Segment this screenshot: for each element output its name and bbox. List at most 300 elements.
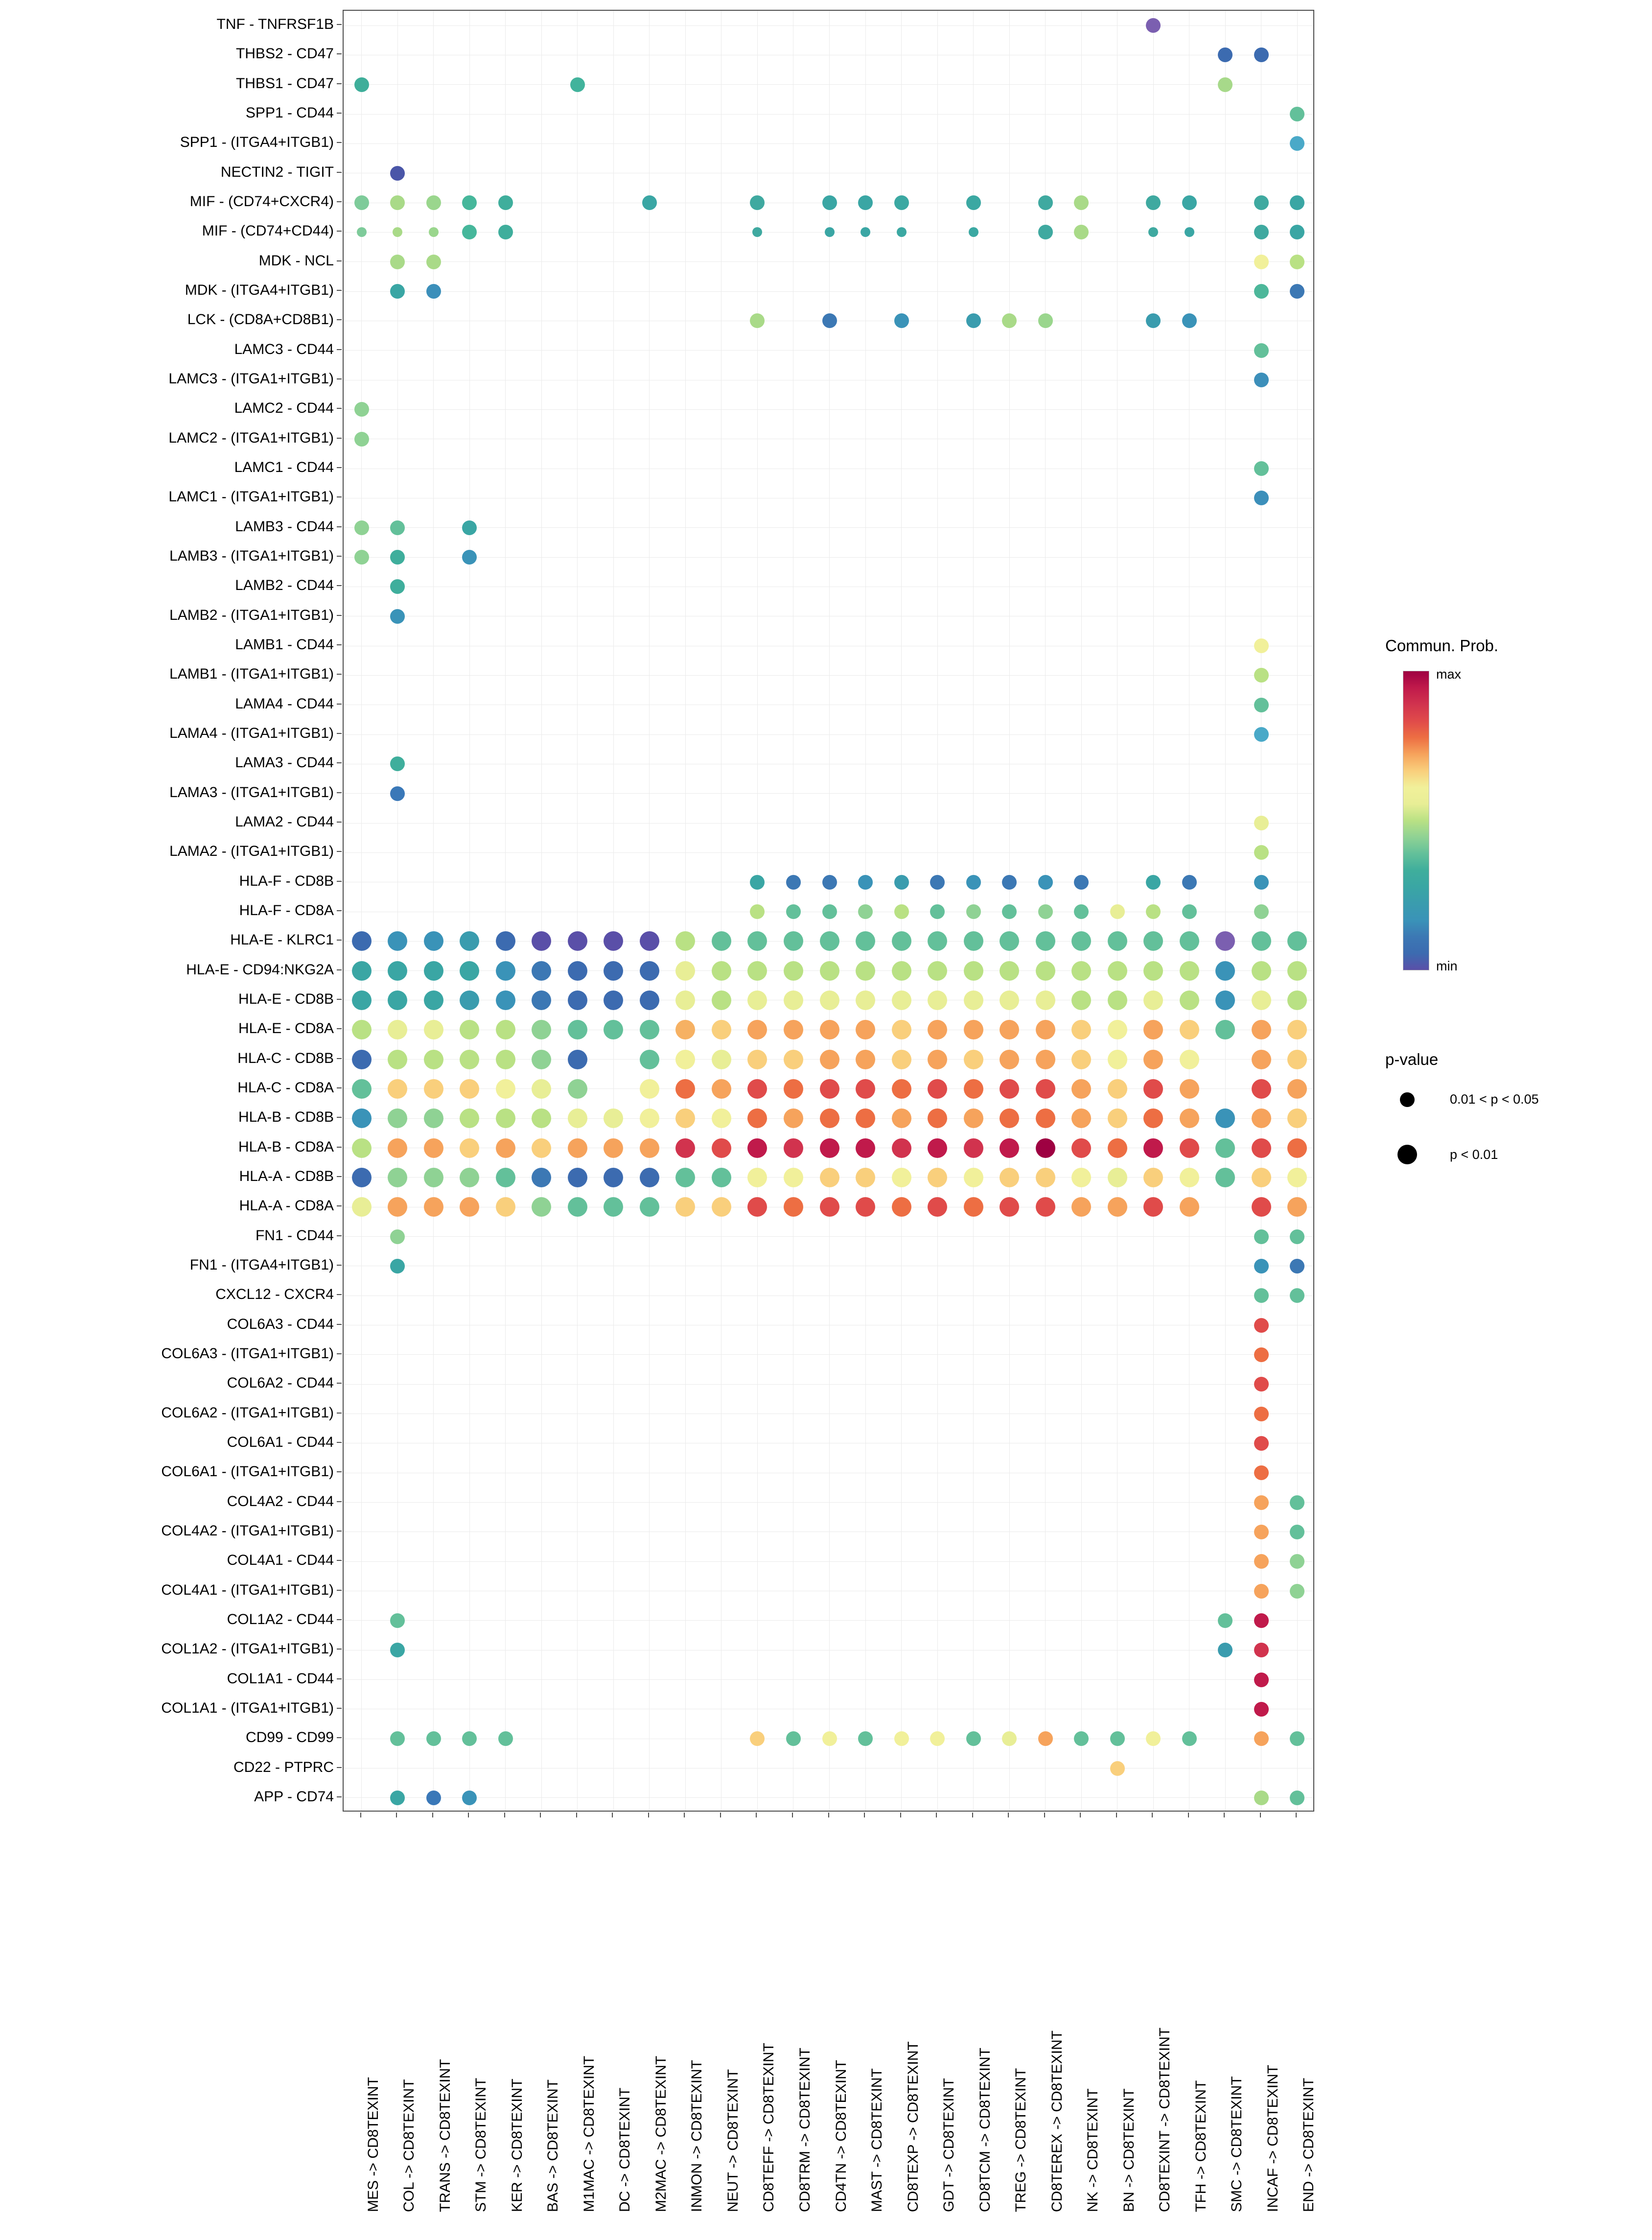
- bubble-point: [675, 1108, 695, 1128]
- bubble-point: [1074, 195, 1089, 210]
- bubble-point: [1254, 1259, 1269, 1273]
- commun-prob-colorbar: [1403, 671, 1429, 970]
- bubble-point: [1180, 1050, 1199, 1069]
- y-axis-tick: [337, 1649, 342, 1650]
- bubble-point: [568, 961, 587, 981]
- bubble-point: [820, 1138, 839, 1158]
- y-axis-tick: [337, 999, 342, 1000]
- bubble-point: [1002, 313, 1017, 328]
- bubble-point: [1038, 904, 1053, 919]
- bubble-point: [784, 961, 803, 981]
- bubble-point: [1252, 1168, 1271, 1187]
- bubble-point: [462, 550, 477, 565]
- bubble-point: [1036, 1108, 1055, 1128]
- bubble-point: [532, 1197, 551, 1217]
- bubble-point: [1180, 1020, 1199, 1039]
- x-axis-tick-label: M1MAC -> CD8TEXINT: [581, 2055, 597, 2212]
- pvalue-legend-items: [1385, 1092, 1652, 1200]
- bubble-point: [1074, 904, 1089, 919]
- bubble-point: [1110, 1761, 1125, 1776]
- bubble-point: [424, 931, 443, 951]
- bubble-point: [892, 1138, 911, 1158]
- bubble-point: [1108, 1079, 1127, 1099]
- x-axis-tick-label: MES -> CD8TEXINT: [365, 2077, 381, 2212]
- x-axis-tick-label: STM -> CD8TEXINT: [473, 2077, 489, 2212]
- bubble-point: [747, 1020, 767, 1039]
- bubble-point: [1252, 1079, 1271, 1099]
- y-axis-tick-label: MDK - (ITGA4+ITGB1): [185, 282, 334, 299]
- bubble-point: [1000, 931, 1019, 951]
- bubble-point: [822, 875, 837, 890]
- bubble-point: [352, 1050, 372, 1069]
- bubble-point: [858, 875, 873, 890]
- y-axis-tick: [337, 615, 342, 616]
- y-axis-tick: [337, 969, 342, 970]
- bubble-point: [429, 227, 439, 237]
- y-axis-tick-label: COL4A2 - (ITGA1+ITGB1): [161, 1522, 334, 1539]
- bubble-point: [1143, 1020, 1163, 1039]
- bubble-point: [1252, 1138, 1271, 1158]
- bubble-point: [390, 756, 405, 771]
- bubble-point: [1071, 1138, 1091, 1158]
- bubble-point: [1036, 1050, 1055, 1069]
- y-axis-tick: [337, 1324, 342, 1325]
- bubble-point: [892, 990, 911, 1010]
- plot-panel: [343, 10, 1314, 1812]
- bubble-point: [820, 1168, 839, 1187]
- x-axis-tick: [756, 1813, 757, 1817]
- bubble-point: [784, 1050, 803, 1069]
- bubble-point: [640, 1108, 659, 1128]
- bubble-point: [856, 961, 875, 981]
- pvalue-legend-dot-holder: [1385, 1145, 1429, 1164]
- grid-line-horizontal: [344, 823, 1313, 824]
- bubble-point: [1146, 904, 1161, 919]
- bubble-point: [856, 1168, 875, 1187]
- bubble-point: [1254, 1791, 1269, 1805]
- x-axis-tick: [540, 1813, 541, 1817]
- x-axis-tick: [684, 1813, 685, 1817]
- bubble-point: [820, 1197, 839, 1217]
- y-axis-tick-label: LAMB1 - (ITGA1+ITGB1): [169, 666, 334, 683]
- bubble-point: [1071, 1050, 1091, 1069]
- colorbar-title: Commun. Prob.: [1385, 637, 1499, 655]
- bubble-point: [712, 1020, 731, 1039]
- bubble-point: [388, 1197, 407, 1217]
- bubble-point: [822, 195, 837, 210]
- bubble-point: [712, 961, 731, 981]
- y-axis-tick-label: COL1A1 - (ITGA1+ITGB1): [161, 1699, 334, 1716]
- pvalue-legend-dot-holder: [1385, 1092, 1429, 1107]
- bubble-point: [1108, 1050, 1127, 1069]
- bubble-point: [1254, 904, 1269, 919]
- bubble-point: [928, 1079, 947, 1099]
- bubble-point: [675, 961, 695, 981]
- grid-line-horizontal: [344, 675, 1313, 676]
- y-axis-tick-label: HLA-A - CD8B: [239, 1168, 334, 1184]
- bubble-point: [1215, 1168, 1235, 1187]
- bubble-point: [966, 904, 981, 919]
- bubble-point: [640, 1079, 659, 1099]
- bubble-point: [892, 1020, 911, 1039]
- bubble-point: [390, 1791, 405, 1805]
- y-axis-tick: [337, 1531, 342, 1532]
- y-axis-tick: [337, 1265, 342, 1266]
- bubble-point: [1254, 225, 1269, 239]
- bubble-point: [894, 313, 909, 328]
- grid-line-horizontal: [344, 1354, 1313, 1355]
- grid-line-horizontal: [344, 1384, 1313, 1385]
- grid-line-vertical: [1225, 11, 1226, 1811]
- bubble-point: [1290, 284, 1304, 299]
- y-axis-tick-label: COL4A1 - (ITGA1+ITGB1): [161, 1581, 334, 1598]
- bubble-point: [1074, 875, 1089, 890]
- bubble-point: [498, 195, 513, 210]
- bubble-point: [1143, 1138, 1163, 1158]
- x-axis-tick: [900, 1813, 901, 1817]
- grid-line-vertical: [541, 11, 542, 1811]
- y-axis-tick-label: NECTIN2 - TIGIT: [220, 164, 334, 180]
- bubble-point: [1287, 1197, 1307, 1217]
- bubble-point: [640, 1050, 659, 1069]
- bubble-point: [1036, 1138, 1055, 1158]
- x-axis-tick: [1296, 1813, 1297, 1817]
- bubble-point: [1110, 1731, 1125, 1746]
- y-axis-tick-label: MDK - NCL: [258, 252, 334, 269]
- bubble-point: [1254, 1495, 1269, 1510]
- bubble-point: [1290, 1495, 1304, 1510]
- bubble-point: [352, 1168, 372, 1187]
- bubble-point: [352, 1108, 372, 1128]
- bubble-point: [1215, 961, 1235, 981]
- bubble-point: [390, 786, 405, 801]
- y-axis-tick: [337, 556, 342, 557]
- bubble-point: [928, 1108, 947, 1128]
- bubble-point: [930, 1731, 945, 1746]
- bubble-point: [750, 904, 765, 919]
- bubble-point: [640, 1197, 659, 1217]
- bubble-point: [1254, 1407, 1269, 1421]
- bubble-point: [747, 1108, 767, 1128]
- bubble-point: [1180, 1168, 1199, 1187]
- bubble-point: [1038, 313, 1053, 328]
- bubble-point: [354, 77, 369, 92]
- bubble-point: [820, 961, 839, 981]
- y-axis-tick: [337, 1767, 342, 1768]
- bubble-point: [784, 990, 803, 1010]
- grid-line-horizontal: [344, 291, 1313, 292]
- bubble-point: [568, 990, 587, 1010]
- bubble-point: [1254, 1347, 1269, 1362]
- y-axis-tick-label: TNF - TNFRSF1B: [216, 16, 334, 33]
- bubble-point: [496, 961, 515, 981]
- y-axis-tick: [337, 733, 342, 734]
- bubble-point: [393, 227, 402, 237]
- bubble-point: [1143, 990, 1163, 1010]
- y-axis-tick-label: LAMB2 - CD44: [235, 577, 334, 594]
- x-axis-tick-label: BN -> CD8TEXINT: [1120, 2088, 1137, 2212]
- bubble-point: [861, 227, 870, 237]
- bubble-point: [390, 1229, 405, 1244]
- y-axis-tick: [337, 1087, 342, 1088]
- bubble-point: [1252, 961, 1271, 981]
- x-axis-tick-label: CD4TN -> CD8TEXINT: [833, 2060, 849, 2212]
- bubble-point: [1254, 698, 1269, 712]
- bubble-point: [424, 1168, 443, 1187]
- pvalue-legend-title: p-value: [1385, 1050, 1439, 1068]
- y-axis-tick-label: HLA-E - CD8A: [238, 1020, 334, 1037]
- bubble-point: [712, 1197, 731, 1217]
- bubble-point: [390, 195, 405, 210]
- bubble-point: [1182, 875, 1197, 890]
- bubble-point: [856, 1020, 875, 1039]
- bubble-point: [1000, 1197, 1019, 1217]
- y-axis-tick: [337, 1737, 342, 1738]
- bubble-point: [532, 1168, 551, 1187]
- y-axis-tick-label: COL4A2 - CD44: [227, 1493, 334, 1509]
- bubble-point: [892, 1168, 911, 1187]
- y-axis-tick-label: HLA-B - CD8B: [238, 1109, 334, 1126]
- bubble-point: [784, 1020, 803, 1039]
- legend-area: [1385, 0, 1652, 1802]
- x-axis-tick: [792, 1813, 793, 1817]
- y-axis-tick: [337, 1619, 342, 1620]
- bubble-point: [1182, 313, 1197, 328]
- x-axis-tick-label: NEUT -> CD8TEXINT: [724, 2069, 741, 2212]
- bubble-point: [496, 1138, 515, 1158]
- bubble-point: [1290, 1229, 1304, 1244]
- y-axis-tick-label: LAMB2 - (ITGA1+ITGB1): [169, 607, 334, 623]
- bubble-point: [856, 1079, 875, 1099]
- bubble-point: [390, 550, 405, 565]
- bubble-point: [352, 961, 372, 981]
- grid-line-vertical: [361, 11, 362, 1811]
- grid-line-horizontal: [344, 409, 1313, 410]
- bubble-point: [928, 1050, 947, 1069]
- bubble-point: [1071, 1197, 1091, 1217]
- bubble-point: [750, 195, 765, 210]
- bubble-point: [568, 1079, 587, 1099]
- y-axis-tick-label: HLA-B - CD8A: [238, 1138, 334, 1155]
- x-axis-tick: [864, 1813, 865, 1817]
- bubble-point: [856, 1138, 875, 1158]
- x-axis-tick: [1224, 1813, 1225, 1817]
- y-axis-tick: [337, 881, 342, 882]
- bubble-point: [532, 1108, 551, 1128]
- bubble-point: [892, 1050, 911, 1069]
- bubble-point: [532, 1079, 551, 1099]
- bubble-point: [1180, 1079, 1199, 1099]
- bubble-point: [964, 990, 983, 1010]
- bubble-point: [388, 990, 407, 1010]
- y-axis-tick: [337, 1442, 342, 1443]
- bubble-point: [354, 195, 369, 210]
- bubble-point: [1254, 1554, 1269, 1569]
- bubble-point: [1287, 1050, 1307, 1069]
- bubble-point: [568, 1050, 587, 1069]
- bubble-point: [604, 1020, 623, 1039]
- bubble-point: [424, 1079, 443, 1099]
- bubble-point: [460, 1197, 479, 1217]
- bubble-point: [1000, 1138, 1019, 1158]
- bubble-point: [1180, 961, 1199, 981]
- bubble-point: [1143, 931, 1163, 951]
- bubble-point: [747, 1138, 767, 1158]
- bubble-point: [532, 1020, 551, 1039]
- x-axis-tick-label: MAST -> CD8TEXINT: [869, 2068, 885, 2212]
- bubble-point: [712, 1079, 731, 1099]
- bubble-point: [1254, 1673, 1269, 1687]
- bubble-point: [1254, 1377, 1269, 1391]
- bubble-point: [1036, 1020, 1055, 1039]
- bubble-point: [1143, 1168, 1163, 1187]
- grid-line-horizontal: [344, 1236, 1313, 1237]
- x-axis-tick: [432, 1813, 433, 1817]
- bubble-point: [750, 875, 765, 890]
- y-axis-tick: [337, 762, 342, 763]
- bubble-point: [675, 1138, 695, 1158]
- bubble-point: [1146, 313, 1161, 328]
- bubble-point: [1146, 1731, 1161, 1746]
- y-axis-tick: [337, 1294, 342, 1295]
- bubble-point: [786, 904, 801, 919]
- bubble-point: [675, 1020, 695, 1039]
- y-axis-tick-label: LAMB3 - CD44: [235, 518, 334, 535]
- y-axis-tick: [337, 1501, 342, 1502]
- bubble-point: [1000, 1020, 1019, 1039]
- bubble-point: [930, 904, 945, 919]
- grid-line-vertical: [505, 11, 506, 1811]
- bubble-point: [747, 990, 767, 1010]
- bubble-point: [426, 1791, 441, 1805]
- bubble-point: [784, 1108, 803, 1128]
- bubble-point: [892, 961, 911, 981]
- bubble-point: [1000, 1108, 1019, 1128]
- bubble-point: [1254, 1613, 1269, 1628]
- bubble-point: [1254, 1525, 1269, 1539]
- bubble-point: [532, 931, 551, 951]
- bubble-point: [1254, 845, 1269, 860]
- bubble-point: [640, 990, 659, 1010]
- bubble-point: [894, 875, 909, 890]
- bubble-point: [1000, 1050, 1019, 1069]
- bubble-point: [964, 1197, 983, 1217]
- x-axis-tick: [576, 1813, 577, 1817]
- bubble-point: [964, 1050, 983, 1069]
- x-axis-tick-label: CD8TEXP -> CD8TEXINT: [905, 2041, 921, 2212]
- x-axis-tick-label: GDT -> CD8TEXINT: [941, 2078, 957, 2212]
- bubble-point: [1071, 931, 1091, 951]
- x-axis-tick: [504, 1813, 505, 1817]
- y-axis-tick: [337, 408, 342, 409]
- bubble-point: [1290, 195, 1304, 210]
- bubble-point: [1218, 77, 1233, 92]
- y-axis-tick: [337, 585, 342, 586]
- bubble-point: [1252, 1050, 1271, 1069]
- y-axis-tick-label: SPP1 - CD44: [245, 105, 334, 121]
- bubble-point: [1071, 1168, 1091, 1187]
- bubble-point: [1254, 47, 1269, 62]
- bubble-point: [496, 1020, 515, 1039]
- bubble-point: [1036, 931, 1055, 951]
- grid-line-horizontal: [344, 1502, 1313, 1503]
- bubble-point: [1252, 990, 1271, 1010]
- y-axis-tick-label: MIF - (CD74+CXCR4): [189, 193, 334, 210]
- x-axis-tick-label: KER -> CD8TEXINT: [509, 2078, 525, 2212]
- bubble-point: [462, 1791, 477, 1805]
- bubble-point: [1218, 47, 1233, 62]
- bubble-point: [892, 1079, 911, 1099]
- bubble-point: [820, 1020, 839, 1039]
- bubble-point: [604, 1138, 623, 1158]
- bubble-point: [496, 931, 515, 951]
- x-axis-tick: [1008, 1813, 1009, 1817]
- y-axis-tick-label: LAMC3 - CD44: [234, 341, 334, 357]
- x-axis-tick: [396, 1813, 397, 1817]
- bubble-point: [1254, 195, 1269, 210]
- y-axis-tick: [337, 1058, 342, 1059]
- x-axis-tick: [1080, 1813, 1081, 1817]
- y-axis-tick: [337, 1353, 342, 1354]
- x-axis-tick-label: END -> CD8TEXINT: [1301, 2077, 1317, 2212]
- y-axis-tick: [337, 792, 342, 793]
- bubble-point: [462, 520, 477, 535]
- y-axis-tick-label: HLA-E - CD94:NKG2A: [186, 961, 334, 978]
- bubble-point: [390, 1643, 405, 1657]
- bubble-point: [1108, 1020, 1127, 1039]
- y-axis-tick-label: COL1A1 - CD44: [227, 1670, 334, 1687]
- bubble-point: [675, 1197, 695, 1217]
- x-axis-tick-label: CD8TEFF -> CD8TEXINT: [761, 2043, 777, 2212]
- bubble-point: [426, 1731, 441, 1746]
- bubble-point: [964, 1020, 983, 1039]
- y-axis-tick-label: HLA-F - CD8B: [239, 872, 334, 889]
- bubble-point: [1290, 1288, 1304, 1303]
- bubble-point: [1108, 1197, 1127, 1217]
- bubble-point: [964, 1108, 983, 1128]
- bubble-point: [1254, 1288, 1269, 1303]
- y-axis-tick: [337, 1590, 342, 1591]
- bubble-point: [1254, 668, 1269, 683]
- bubble-point: [1036, 1197, 1055, 1217]
- bubble-point: [1254, 727, 1269, 742]
- bubble-point: [894, 904, 909, 919]
- y-axis-tick-label: LAMA3 - (ITGA1+ITGB1): [169, 784, 334, 801]
- x-axis-tick-label: NK -> CD8TEXINT: [1085, 2088, 1101, 2212]
- bubble-point: [1038, 225, 1053, 239]
- y-axis-tick: [337, 142, 342, 143]
- y-axis-tick-label: HLA-E - CD8B: [238, 990, 334, 1007]
- bubble-point: [1071, 990, 1091, 1010]
- bubble-point: [1254, 638, 1269, 653]
- y-axis-tick: [337, 1560, 342, 1561]
- bubble-point: [390, 520, 405, 535]
- bubble-point: [352, 1138, 372, 1158]
- y-axis-tick: [337, 467, 342, 468]
- bubble-point: [928, 1020, 947, 1039]
- bubble-point: [1036, 990, 1055, 1010]
- bubble-point: [928, 931, 947, 951]
- y-axis-tick-label: LAMB1 - CD44: [235, 637, 334, 653]
- bubble-point: [1108, 1138, 1127, 1158]
- bubble-point: [675, 1168, 695, 1187]
- bubble-point: [786, 1731, 801, 1746]
- bubble-point: [1254, 1584, 1269, 1599]
- bubble-point: [460, 1108, 479, 1128]
- bubble-point: [1254, 373, 1269, 387]
- bubble-point: [712, 1138, 731, 1158]
- bubble-point: [532, 961, 551, 981]
